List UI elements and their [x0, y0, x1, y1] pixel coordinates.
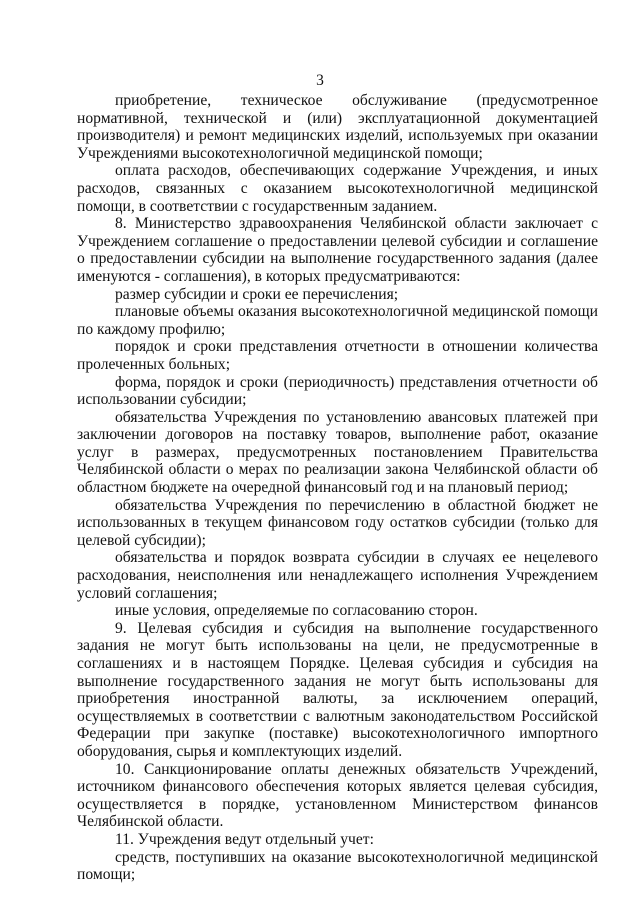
- paragraph-clause-11: 11. Учреждения ведут отдельный учет:: [115, 830, 374, 848]
- document-body: [77, 92, 598, 884]
- paragraph-subsidy-amount: размер субсидии и сроки ее перечисления;: [115, 285, 399, 303]
- paragraph-clause-10: 10. Санкционирование оплаты денежных обязательств Учреждений, источником финансового обеспечения которых является целевая субсидия, осуществляется в порядке, установленном Министерством финансов Челябинской области.: [77, 760, 598, 831]
- paragraph-unused-balances: обязательства Учреждения по перечислению в областной бюджет не использованных в текущем финансовом году остатков субсидии (только для целевой субсидии);: [77, 496, 598, 549]
- paragraph-reporting-patients: порядок и сроки представления отчетности в отношении количества пролеченных больных;: [77, 338, 598, 373]
- paragraph-reporting-form: форма, порядок и сроки (периодичность) представления отчетности об использовании субсидии;: [77, 373, 598, 409]
- paragraph-maintenance-costs: оплата расходов, обеспечивающих содержание Учреждения, и иных расходов, связанных с оказанием высокотехнологичной медицинской помощи, в соответствии с государственным заданием.: [77, 162, 598, 215]
- paragraph-refund-obligations: обязательства и порядок возврата субсидии в случаях ее нецелевого расходования, неисполнения или ненадлежащего исполнения Учреждением условий соглашения;: [77, 549, 598, 602]
- paragraph-advance-payments: обязательства Учреждения по установлению авансовых платежей при заключении договоров на поставку товаров, выполнение работ, оказание услуг в размерах, предусмотренных постановлением Правительства Челябинской области о мерах по реализации закона Челябинской области об областном бюджете на очередной финансовый год и на плановый период;: [77, 408, 598, 497]
- paragraph-planned-volumes: плановые объемы оказания высокотехнологичной медицинской помощи по каждому профилю;: [77, 303, 598, 338]
- paragraph-other-conditions: иные условия, определяемые по согласованию сторон.: [115, 602, 478, 620]
- paragraph-funds-received: средств, поступивших на оказание высокотехнологичной медицинской помощи;: [77, 848, 598, 884]
- page-number: 3: [316, 72, 324, 89]
- paragraph-equipment-purchase: приобретение, техническое обслуживание (предусмотренное нормативной, технической и (или) эксплуатационной документацией производителя) и ремонт медицинских изделий, используемых при оказании Учреждениями высокотехнологичной медицинской помощи;: [77, 92, 598, 162]
- paragraph-clause-8: 8. Министерство здравоохранения Челябинской области заключает с Учреждением соглашение о предоставлении целевой субсидии и соглашение о предоставлении субсидии на выполнение государственного задания (далее именуются - соглашения), в которых предусматриваются:: [77, 215, 598, 285]
- paragraph-clause-9: 9. Целевая субсидия и субсидия на выполнение государственного задания не могут быть использованы на цели, не предусмотренные в соглашениях и в настоящем Порядке. Целевая субсидия и субсидия на выполнение государственного задания не могут быть использованы для приобретения иностранной валюты, за исключением операций, осуществляемых в соответствии с валютным законодательством Российской Федерации при закупке (поставке) высокотехнологичного импортного оборудования, сырья и комплектующих изделий.: [77, 619, 598, 760]
